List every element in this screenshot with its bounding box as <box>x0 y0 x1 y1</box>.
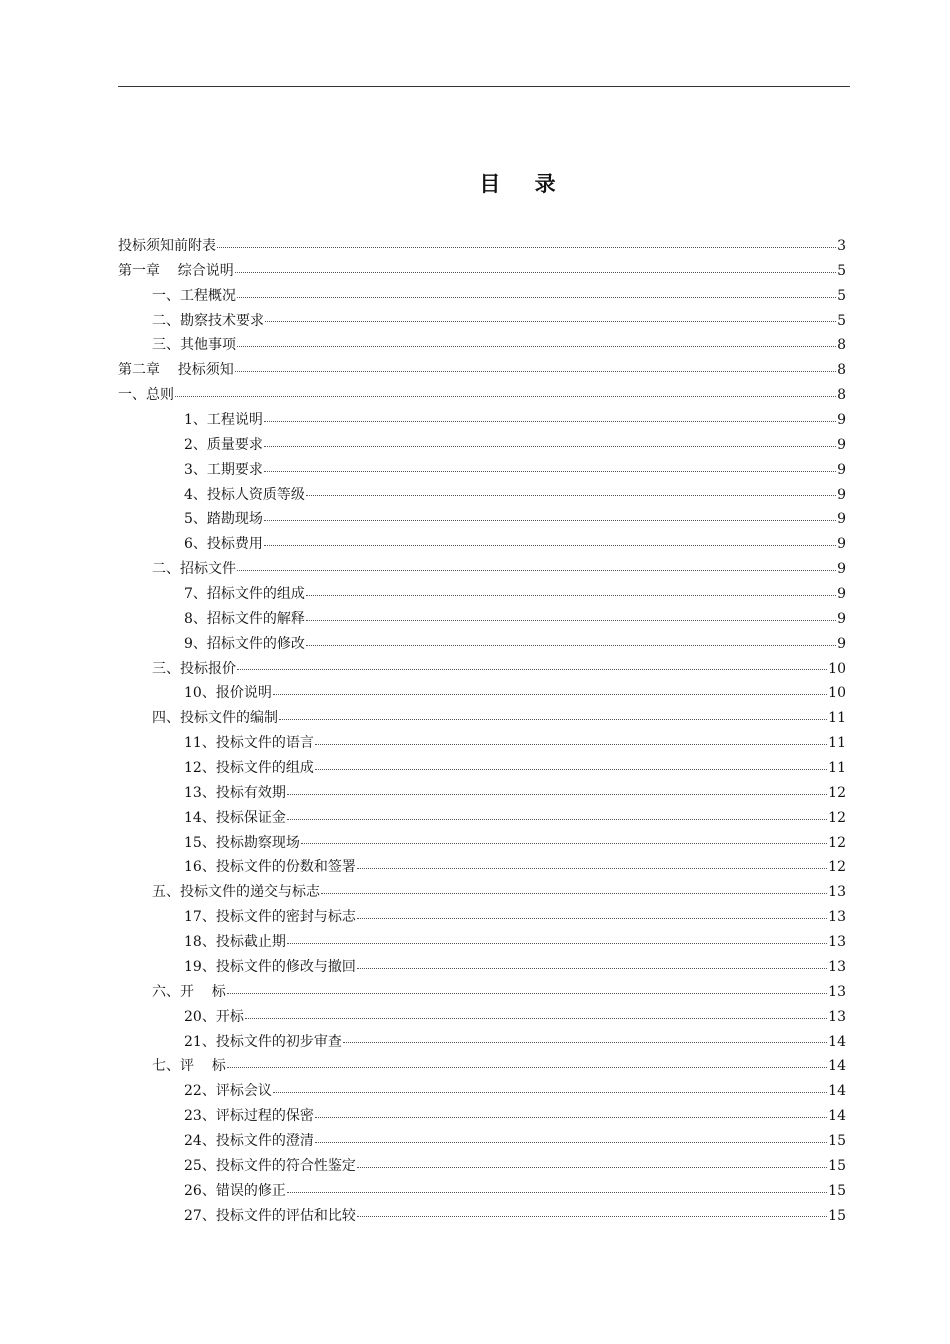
toc-entry-title: 三、投标报价 <box>152 660 236 677</box>
dot-leader <box>357 1167 827 1168</box>
toc-entry[interactable] <box>118 756 846 781</box>
toc-entry[interactable] <box>118 905 846 930</box>
toc-entry[interactable] <box>118 309 846 334</box>
toc-entry-title: 23、评标过程的保密 <box>184 1108 314 1125</box>
toc-entry-title: 三、其他事项 <box>152 337 236 354</box>
toc-page-number: 12 <box>828 859 846 876</box>
toc-entry[interactable] <box>118 930 846 955</box>
toc-entry[interactable] <box>118 458 846 483</box>
toc-page-number: 9 <box>837 610 846 627</box>
toc-entry[interactable] <box>118 855 846 880</box>
toc-entry[interactable] <box>118 582 846 607</box>
toc-page-number: 15 <box>828 1157 846 1174</box>
toc-entry-title: 18、投标截止期 <box>184 934 286 951</box>
dot-leader <box>273 694 827 695</box>
dot-leader <box>306 620 836 621</box>
toc-entry-title: 7、招标文件的组成 <box>184 586 305 603</box>
toc-entry[interactable] <box>118 483 846 508</box>
header-rule <box>118 86 850 87</box>
toc-page-number: 10 <box>828 660 846 677</box>
dot-leader <box>357 868 827 869</box>
dot-leader <box>357 1216 827 1217</box>
toc-entry-title: 14、投标保证金 <box>184 809 286 826</box>
toc-page-number: 14 <box>828 1108 846 1125</box>
toc-entry-title: 15、投标勘察现场 <box>184 834 300 851</box>
dot-leader <box>264 446 836 447</box>
toc-entry[interactable] <box>118 781 846 806</box>
toc-page-number: 14 <box>828 1033 846 1050</box>
toc-entry-title: 24、投标文件的澄清 <box>184 1132 314 1149</box>
dot-leader <box>306 595 836 596</box>
toc-page-number: 13 <box>828 934 846 951</box>
toc-page-number: 11 <box>828 735 846 752</box>
toc-page-number: 9 <box>837 461 846 478</box>
dot-leader <box>227 1067 827 1068</box>
toc-entry[interactable] <box>118 632 846 657</box>
toc-page-number: 9 <box>837 586 846 603</box>
dot-leader <box>237 297 836 298</box>
toc-entry[interactable] <box>118 880 846 905</box>
toc-entry[interactable] <box>118 284 846 309</box>
toc-page-number: 5 <box>837 312 846 329</box>
toc-entry-title: 19、投标文件的修改与撤回 <box>184 958 356 975</box>
toc-entry-title: 1、工程说明 <box>184 412 263 429</box>
dot-leader <box>315 1117 827 1118</box>
toc-page-number: 12 <box>828 784 846 801</box>
toc-entry-title: 二、招标文件 <box>152 561 236 578</box>
toc-entry-title: 13、投标有效期 <box>184 784 286 801</box>
toc-page-number: 15 <box>828 1207 846 1224</box>
toc-entry[interactable] <box>118 532 846 557</box>
toc-page-number: 14 <box>828 1083 846 1100</box>
dot-leader <box>273 1092 827 1093</box>
toc-page-number: 13 <box>828 909 846 926</box>
dot-leader <box>287 794 827 795</box>
dot-leader <box>237 669 827 670</box>
toc-entry-title: 4、投标人资质等级 <box>184 486 305 503</box>
toc-entry-title: 9、招标文件的修改 <box>184 635 305 652</box>
toc-entry-title: 8、招标文件的解释 <box>184 610 305 627</box>
toc-page-number: 5 <box>837 287 846 304</box>
toc-entry-title: 6、投标费用 <box>184 536 263 553</box>
dot-leader <box>343 1042 827 1043</box>
dot-leader <box>279 719 827 720</box>
toc-entry-title: 七、评 标 <box>152 1058 226 1075</box>
toc-page-number: 9 <box>837 412 846 429</box>
dot-leader <box>175 396 836 397</box>
toc-entry-title: 六、开 标 <box>152 983 226 1000</box>
dot-leader <box>265 321 836 322</box>
toc-entry[interactable] <box>118 1204 846 1229</box>
toc-page-number: 15 <box>828 1132 846 1149</box>
dot-leader <box>264 471 836 472</box>
toc-entry-title: 11、投标文件的语言 <box>184 735 314 752</box>
page-title: 目 录 <box>479 172 557 196</box>
dot-leader <box>315 1142 827 1143</box>
toc-entry-title: 12、投标文件的组成 <box>184 760 314 777</box>
toc-entry-title: 17、投标文件的密封与标志 <box>184 909 356 926</box>
toc-entry[interactable] <box>118 607 846 632</box>
toc-entry[interactable] <box>118 358 846 383</box>
toc-page-number: 9 <box>837 511 846 528</box>
toc-page-number: 9 <box>837 561 846 578</box>
dot-leader <box>235 371 836 372</box>
toc-entry[interactable] <box>118 831 846 856</box>
toc-entry[interactable] <box>118 706 846 731</box>
toc-entry-title: 一、总则 <box>118 387 174 404</box>
dot-leader <box>287 943 827 944</box>
toc-page-number: 12 <box>828 809 846 826</box>
toc-page-number: 8 <box>837 387 846 404</box>
dot-leader <box>264 421 836 422</box>
dot-leader <box>237 346 836 347</box>
toc-entry-title: 四、投标文件的编制 <box>152 710 278 727</box>
toc-page-number: 8 <box>837 337 846 354</box>
dot-leader <box>315 769 827 770</box>
toc-entry[interactable] <box>118 1079 846 1104</box>
dot-leader <box>357 918 827 919</box>
toc-entry[interactable] <box>118 557 846 582</box>
toc-entry-title: 25、投标文件的符合性鉴定 <box>184 1157 356 1174</box>
toc-page-number: 13 <box>828 884 846 901</box>
toc-entry-title: 21、投标文件的初步审查 <box>184 1033 342 1050</box>
dot-leader <box>217 247 836 248</box>
toc-entry[interactable] <box>118 980 846 1005</box>
toc-entry[interactable] <box>118 806 846 831</box>
toc-entry[interactable] <box>118 955 846 980</box>
toc-entry[interactable] <box>118 507 846 532</box>
toc-page-number: 10 <box>828 685 846 702</box>
dot-leader <box>306 495 836 496</box>
toc-page-number: 9 <box>837 635 846 652</box>
dot-leader <box>306 645 836 646</box>
toc-page-number: 13 <box>828 958 846 975</box>
toc-entry[interactable] <box>118 383 846 408</box>
toc-page-number: 5 <box>837 262 846 279</box>
toc-entry[interactable] <box>118 433 846 458</box>
dot-leader <box>287 1192 827 1193</box>
toc-page-number: 11 <box>828 710 846 727</box>
toc-entry-title: 22、评标会议 <box>184 1083 272 1100</box>
dot-leader <box>235 272 836 273</box>
toc-entry-title: 投标须知前附表 <box>118 238 216 254</box>
toc-entry[interactable] <box>118 1054 846 1079</box>
toc-entry-title: 3、工期要求 <box>184 461 263 478</box>
toc-entry[interactable] <box>118 1154 846 1179</box>
dot-leader <box>357 968 827 969</box>
toc-entry[interactable] <box>118 234 846 259</box>
toc-entry[interactable] <box>118 1129 846 1154</box>
toc-entry[interactable] <box>118 731 846 756</box>
toc-page-number: 13 <box>828 1008 846 1025</box>
toc-page-number: 11 <box>828 760 846 777</box>
toc-entry-title: 5、踏勘现场 <box>184 511 263 528</box>
toc-entry-title: 第二章 投标须知 <box>118 362 234 379</box>
toc-entry-title: 二、勘察技术要求 <box>152 312 264 329</box>
dot-leader <box>245 1018 827 1019</box>
toc-page-number: 13 <box>828 983 846 1000</box>
toc-page-number: 3 <box>837 238 846 254</box>
toc-entry[interactable] <box>118 333 846 358</box>
toc-page-number: 14 <box>828 1058 846 1075</box>
toc-entry-title: 26、错误的修正 <box>184 1182 286 1199</box>
toc-entry[interactable] <box>118 259 846 284</box>
toc-entry-title: 16、投标文件的份数和签署 <box>184 859 356 876</box>
toc-page-number: 12 <box>828 834 846 851</box>
toc-page-number: 9 <box>837 436 846 453</box>
toc-page-number: 9 <box>837 536 846 553</box>
toc-page-number: 15 <box>828 1182 846 1199</box>
toc-entry-title: 五、投标文件的递交与标志 <box>152 884 320 901</box>
toc-entry[interactable] <box>118 1104 846 1129</box>
toc-entry[interactable] <box>118 1005 846 1030</box>
toc-page-number: 9 <box>837 486 846 503</box>
dot-leader <box>315 744 827 745</box>
toc-entry[interactable] <box>118 681 846 706</box>
dot-leader <box>264 545 836 546</box>
dot-leader <box>287 819 827 820</box>
dot-leader <box>321 893 827 894</box>
toc-entry-title: 2、质量要求 <box>184 436 263 453</box>
dot-leader <box>301 843 827 844</box>
toc-entry[interactable] <box>118 408 846 433</box>
dot-leader <box>264 520 836 521</box>
toc-entry[interactable] <box>118 1030 846 1055</box>
toc-entry[interactable] <box>118 1179 846 1204</box>
toc-entry-title: 一、工程概况 <box>152 287 236 304</box>
toc-entry-title: 27、投标文件的评估和比较 <box>184 1207 356 1224</box>
toc-entry-title: 第一章 综合说明 <box>118 262 234 279</box>
dot-leader <box>237 570 836 571</box>
table-of-contents <box>118 234 846 1228</box>
toc-entry-title: 10、报价说明 <box>184 685 272 702</box>
dot-leader <box>227 993 827 994</box>
toc-page-number: 8 <box>837 362 846 379</box>
toc-entry-title: 20、开标 <box>184 1008 244 1025</box>
toc-entry[interactable] <box>118 657 846 682</box>
